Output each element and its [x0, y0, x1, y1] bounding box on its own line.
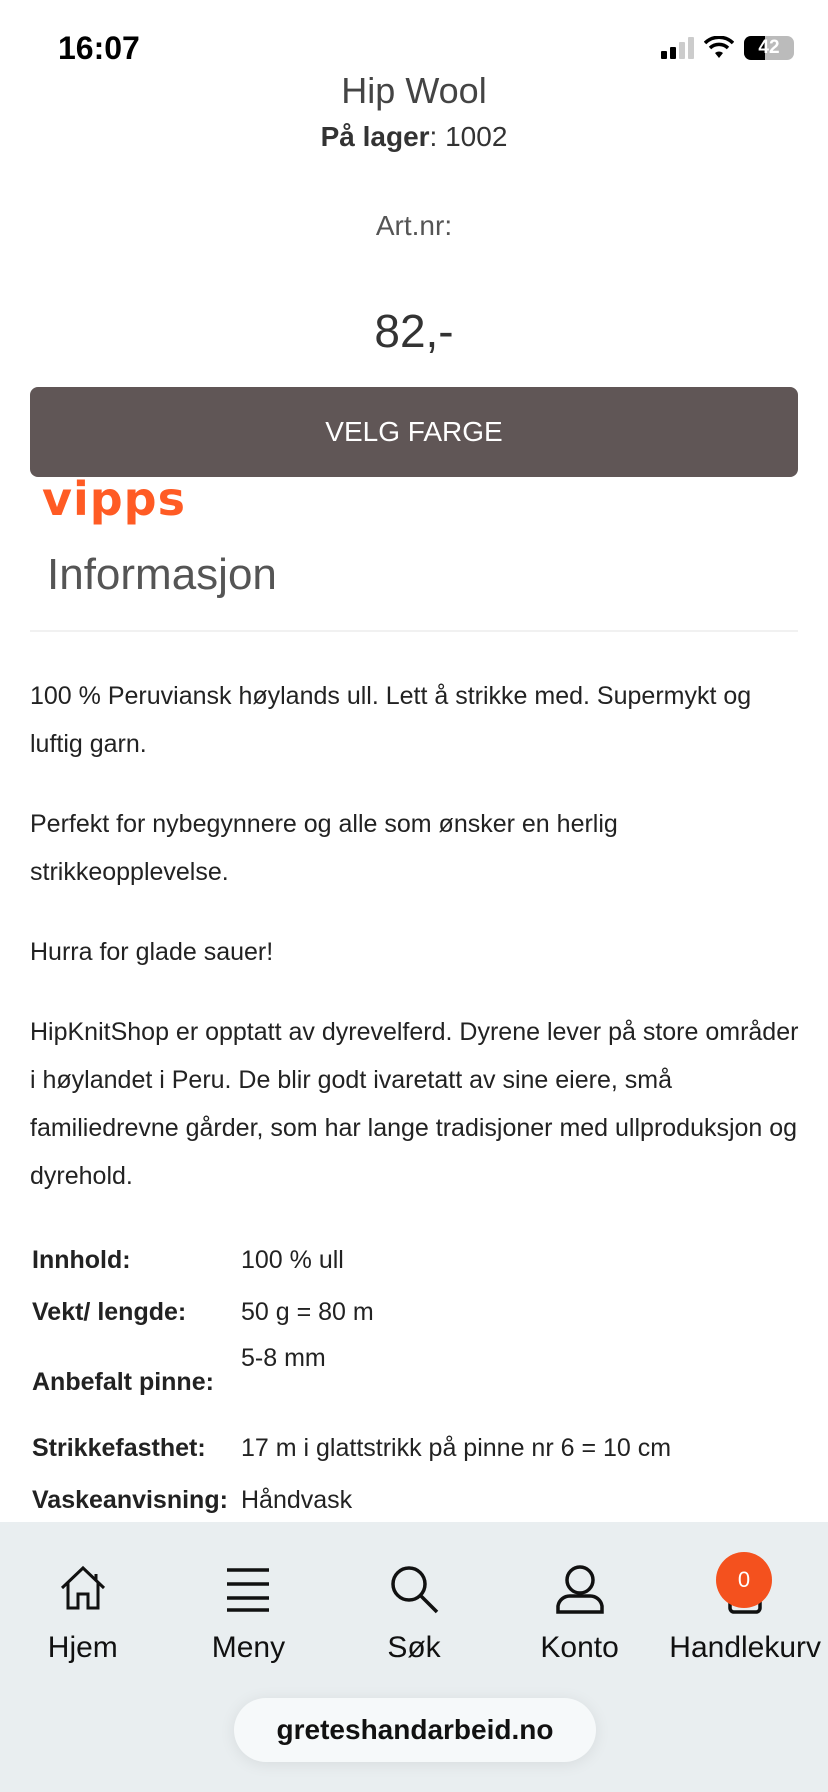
nav-label: Hjem [47, 1631, 118, 1664]
spec-value: 5-8 mm [241, 1344, 326, 1372]
product-title: Hip Wool [341, 70, 487, 111]
spec-key: Vekt/ lengde: [32, 1297, 187, 1326]
battery-level: 42 [758, 37, 780, 58]
spec-row [32, 1474, 671, 1526]
home-icon [56, 1562, 110, 1616]
article-number: Art.nr: [375, 210, 453, 241]
description-paragraph: Perfekt for nybegynnere og alle som ønsker en herlig strikkeopplevelse. [30, 810, 618, 886]
stock-label: På lager [320, 121, 430, 152]
nav-label: Handlekurv [669, 1631, 822, 1664]
browser-url-bar[interactable]: greteshandarbeid.no [234, 1698, 596, 1762]
nav-search[interactable] [331, 1562, 497, 1666]
nav-home[interactable] [0, 1562, 166, 1666]
spec-row [32, 1338, 671, 1422]
spec-key: Strikkefasthet: [32, 1433, 206, 1462]
wifi-icon [704, 36, 734, 60]
spec-row [32, 1286, 671, 1338]
nav-account[interactable] [497, 1562, 663, 1666]
divider [30, 630, 798, 632]
spec-value: 100 % ull [241, 1245, 344, 1274]
vipps-logo[interactable]: vipps [42, 472, 186, 526]
nav-label: Søk [387, 1631, 441, 1664]
description-paragraph: HipKnitShop er opptatt av dyrevelferd. Dyrene lever på store områder i høylandet i Peru. De blir godt ivaretatt av sine eiere, små familiedrevne gårder, som har lange tradisjoner med ullproduksjon og dyrehold. [30, 1018, 799, 1190]
info-heading: Informasjon [47, 550, 277, 599]
spec-row [32, 1234, 671, 1286]
price: 82,- [374, 305, 454, 357]
spec-value: 17 m i glattstrikk på pinne nr 6 = 10 cm [241, 1433, 672, 1462]
signal-icon [661, 37, 694, 59]
spec-value: 50 g = 80 m [241, 1297, 374, 1326]
spec-key: Vaskeanvisning: [32, 1485, 228, 1514]
stock-info [0, 121, 828, 153]
description-paragraph: Hurra for glade sauer! [30, 938, 274, 966]
battery-icon [744, 36, 794, 60]
status-icons [661, 36, 794, 60]
spec-value: Håndvask [241, 1485, 353, 1514]
spec-key: Anbefalt pinne: [32, 1368, 214, 1396]
nav-label: Konto [540, 1631, 619, 1664]
spec-row [32, 1422, 671, 1474]
menu-icon [221, 1562, 275, 1616]
search-icon [387, 1562, 441, 1616]
specs-table [32, 1234, 671, 1526]
nav-menu[interactable] [166, 1562, 332, 1666]
spec-key: Innhold: [32, 1245, 131, 1274]
choose-color-button[interactable]: VELG FARGE [30, 387, 798, 477]
status-time: 16:07 [58, 30, 140, 66]
description-paragraph: 100 % Peruviansk høylands ull. Lett å strikke med. Supermykt og luftig garn. [30, 682, 752, 758]
description [30, 672, 800, 1232]
nav-label: Meny [211, 1631, 286, 1664]
cart-count-badge: 0 [716, 1552, 772, 1608]
stock-value: : 1002 [429, 121, 508, 152]
user-icon [553, 1562, 607, 1616]
